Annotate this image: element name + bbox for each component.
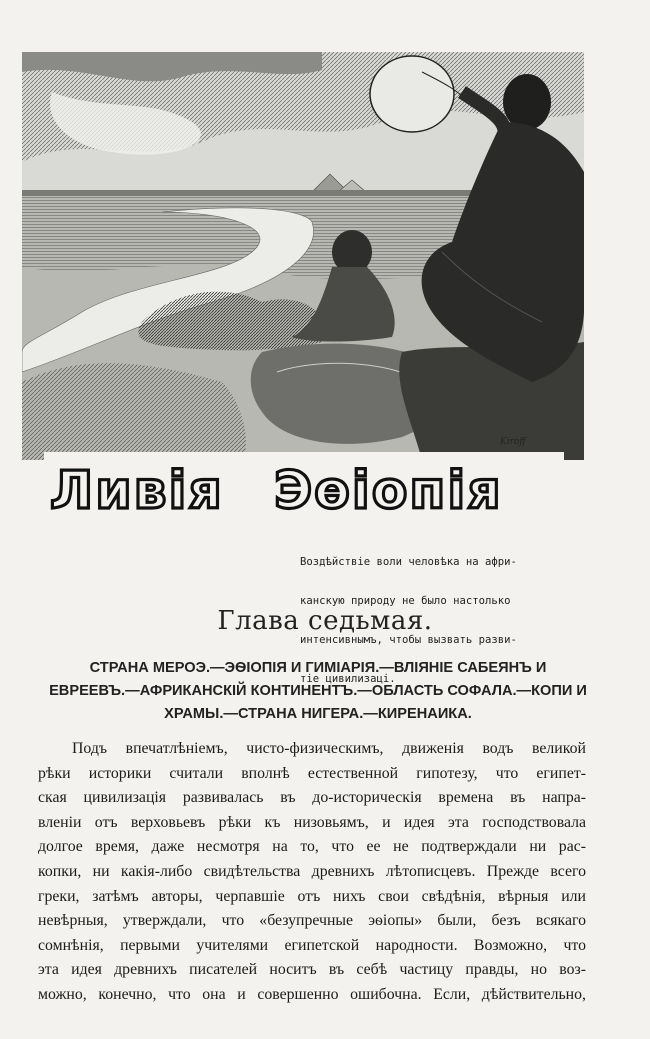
caption-line: тіе цивилизаці.: [300, 673, 396, 685]
decorative-heading: [44, 452, 564, 524]
summary-line: ЕВРЕЕВЪ.—АФРИКАНСКІЙ КОНТИНЕНТЪ.—ОБЛАСТЬ СОФАЛА.—КОПИ И: [49, 683, 587, 699]
body-line: долгое время, даже несмотря на то, что ее не подтверждали ни рас-: [38, 838, 586, 856]
body-line: сомнѣнія, первыми учителями египетской народности. Возможно, что: [38, 936, 586, 954]
body-line: вленіи отъ верховьевъ рѣки къ низовьямъ, и идея эта господствовала: [38, 813, 586, 831]
artist-signature: Kiroff: [500, 437, 526, 447]
heading-word-livia: Ливія: [50, 461, 224, 521]
caption-line: интенсивнымъ, чтобы вызвать разви-: [300, 634, 517, 646]
chapter-title: Глава седьмая.: [217, 606, 433, 636]
body-line: ская цивилизація развивалась въ до-историческія времена въ напра-: [38, 789, 586, 807]
body-paragraph: [38, 737, 586, 1008]
chapter-summary: [38, 657, 598, 726]
body-line: эта идея древнихъ писателей носитъ въ себѣ частицу правды, но воз-: [38, 961, 586, 979]
body-line: можно, конечно, что она и совершенно ошибочна. Если, дѣйствительно,: [38, 985, 586, 1003]
summary-line: ХРАМЫ.—СТРАНА НИГЕРА.—КИРЕНАИКА.: [164, 706, 472, 722]
summary-line: СТРАНА МЕРОЭ.—ЭѲІОПІЯ И ГИМІАРІЯ.—ВЛІЯНІЕ САБЕЯНЪ И: [89, 660, 547, 676]
body-line: невѣрныя, утверждали, что «безупречные эѳіопы» были, безъ всякаго: [38, 912, 586, 930]
illustration: [22, 52, 584, 460]
heading-word-ethiopia: Эѳіопія: [274, 461, 503, 521]
body-line: рѣки историки считали вполнѣ естественной гипотезу, что египет-: [38, 764, 586, 782]
body-line: копки, ни какія-либо свидѣтельства древнихъ лѣтописцевъ. Прежде всего: [38, 862, 586, 880]
caption-line: канскую природу не было настолько: [300, 595, 511, 607]
caption-line: Воздѣйствіе воли человѣка на афри-: [300, 556, 517, 568]
body-line: Подъ впечатлѣніемъ, чисто-физическимъ, движенія водъ великой: [72, 740, 586, 757]
body-line: греки, затѣмъ авторы, черпавшіе отъ нихъ свои свѣдѣнія, вѣрныя или: [38, 887, 586, 905]
